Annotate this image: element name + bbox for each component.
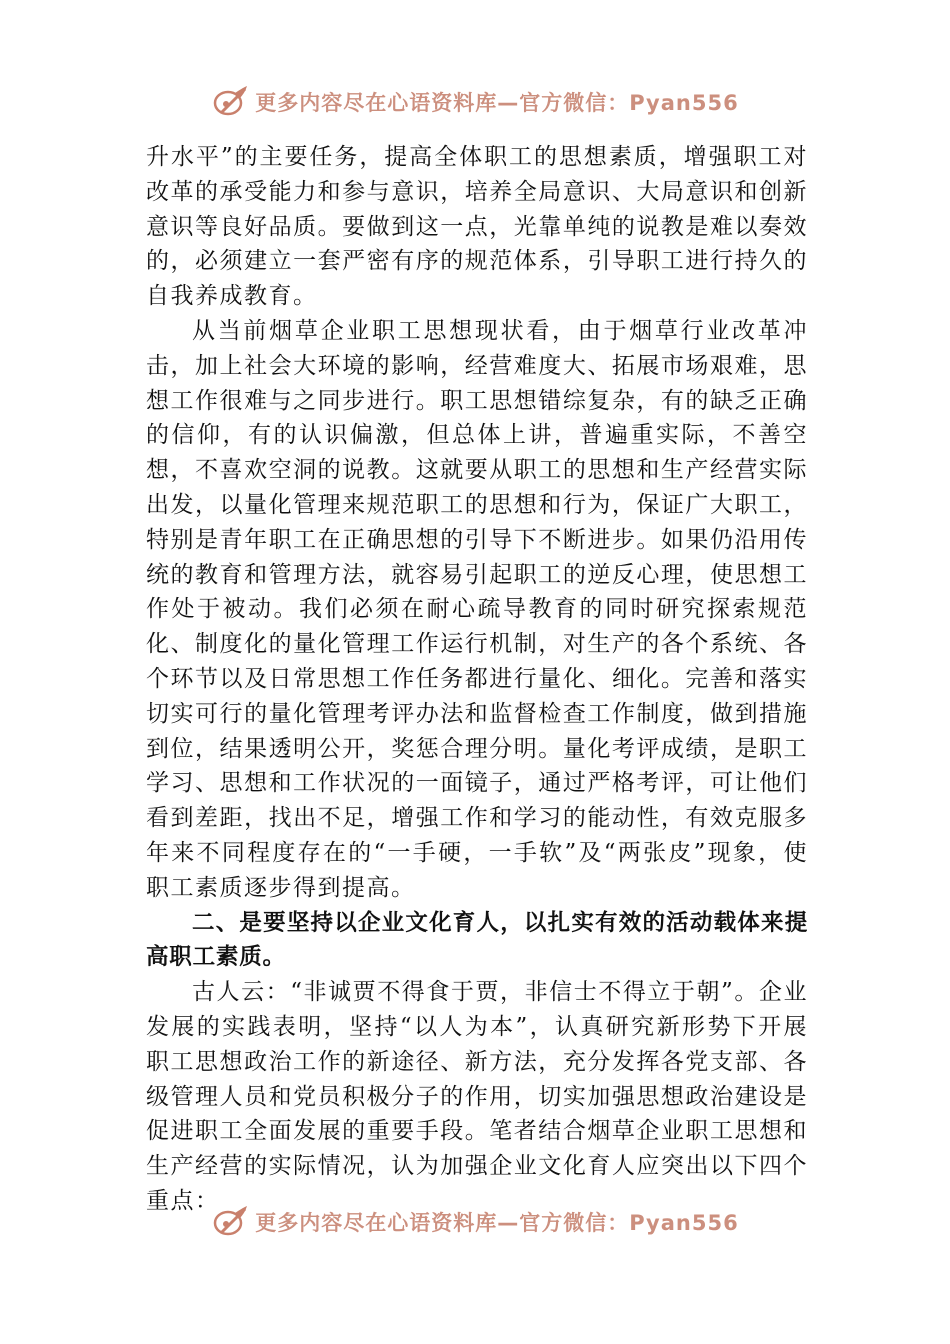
section-heading-2: 二、是要坚持以企业文化育人，以扎实有效的活动载体来提高职工素质。 — [146, 909, 808, 971]
watermark-text: 更多内容尽在心语资料库—官方微信：Pyan556 — [255, 1211, 739, 1235]
paragraph-corporate-culture: 古人云：“非诚贾不得食于贾，非信士不得立于朝”。企业发展的实践表明，坚持“以人为本”，认真研究新形势下开展职工思想政治工作的新途径、新方法，充分发挥各党支部、各级管理人员和党员积极分子的作用，切实加强思想政治建设是促进职工全面发展的重要手段。笔者结合烟草企业职工思想和生产经营的实际情况，认为加强企业文化育人应突出以下四个重点： — [146, 979, 808, 1214]
quill-logo-icon — [211, 1203, 251, 1241]
paragraph-continuation: 升水平”的主要任务，提高全体职工的思想素质，增强职工对改革的承受能力和参与意识，培养全局意识、大局意识和创新意识等良好品质。要做到这一点，光靠单纯的说教是难以奏效的，必须建立一套严密有序的规范体系，引导职工进行持久的自我养成教育。 — [146, 144, 808, 310]
watermark-footer — [0, 1202, 950, 1242]
watermark-text: 更多内容尽在心语资料库—官方微信：Pyan556 — [255, 91, 739, 115]
paragraph-quantified-management: 从当前烟草企业职工思想现状看，由于烟草行业改革冲击，加上社会大环境的影响，经营难度大、拓展市场艰难，思想工作很难与之同步进行。职工思想错综复杂，有的缺乏正确的信仰，有的认识偏激，但总体上讲，普遍重实际，不善空想，不喜欢空洞的说教。这就要从职工的思想和生产经营实际出发，以量化管理来规范职工的思想和行为，保证广大职工，特别是青年职工在正确思想的引导下不断进步。如果仍沿用传统的教育和管理方法，就容易引起职工的逆反心理，使思想工作处于被动。我们必须在耐心疏导教育的同时研究探索规范化、制度化的量化管理工作运行机制，对生产的各个系统、各个环节以及日常思想工作任务都进行量化、细化。完善和落实切实可行的量化管理考评办法和监督检查工作制度，做到措施到位，结果透明公开，奖惩合理分明。量化考评成绩，是职工学习、思想和工作状况的一面镜子，通过严格考评，可让他们看到差距，找出不足，增强工作和学习的能动性，有效克服多年来不同程度存在的“一手硬，一手软”及“两张皮”现象，使职工素质逐步得到提高。 — [146, 317, 808, 901]
document-body — [146, 140, 808, 1219]
quill-logo-icon — [211, 83, 251, 121]
watermark-header — [0, 82, 950, 122]
